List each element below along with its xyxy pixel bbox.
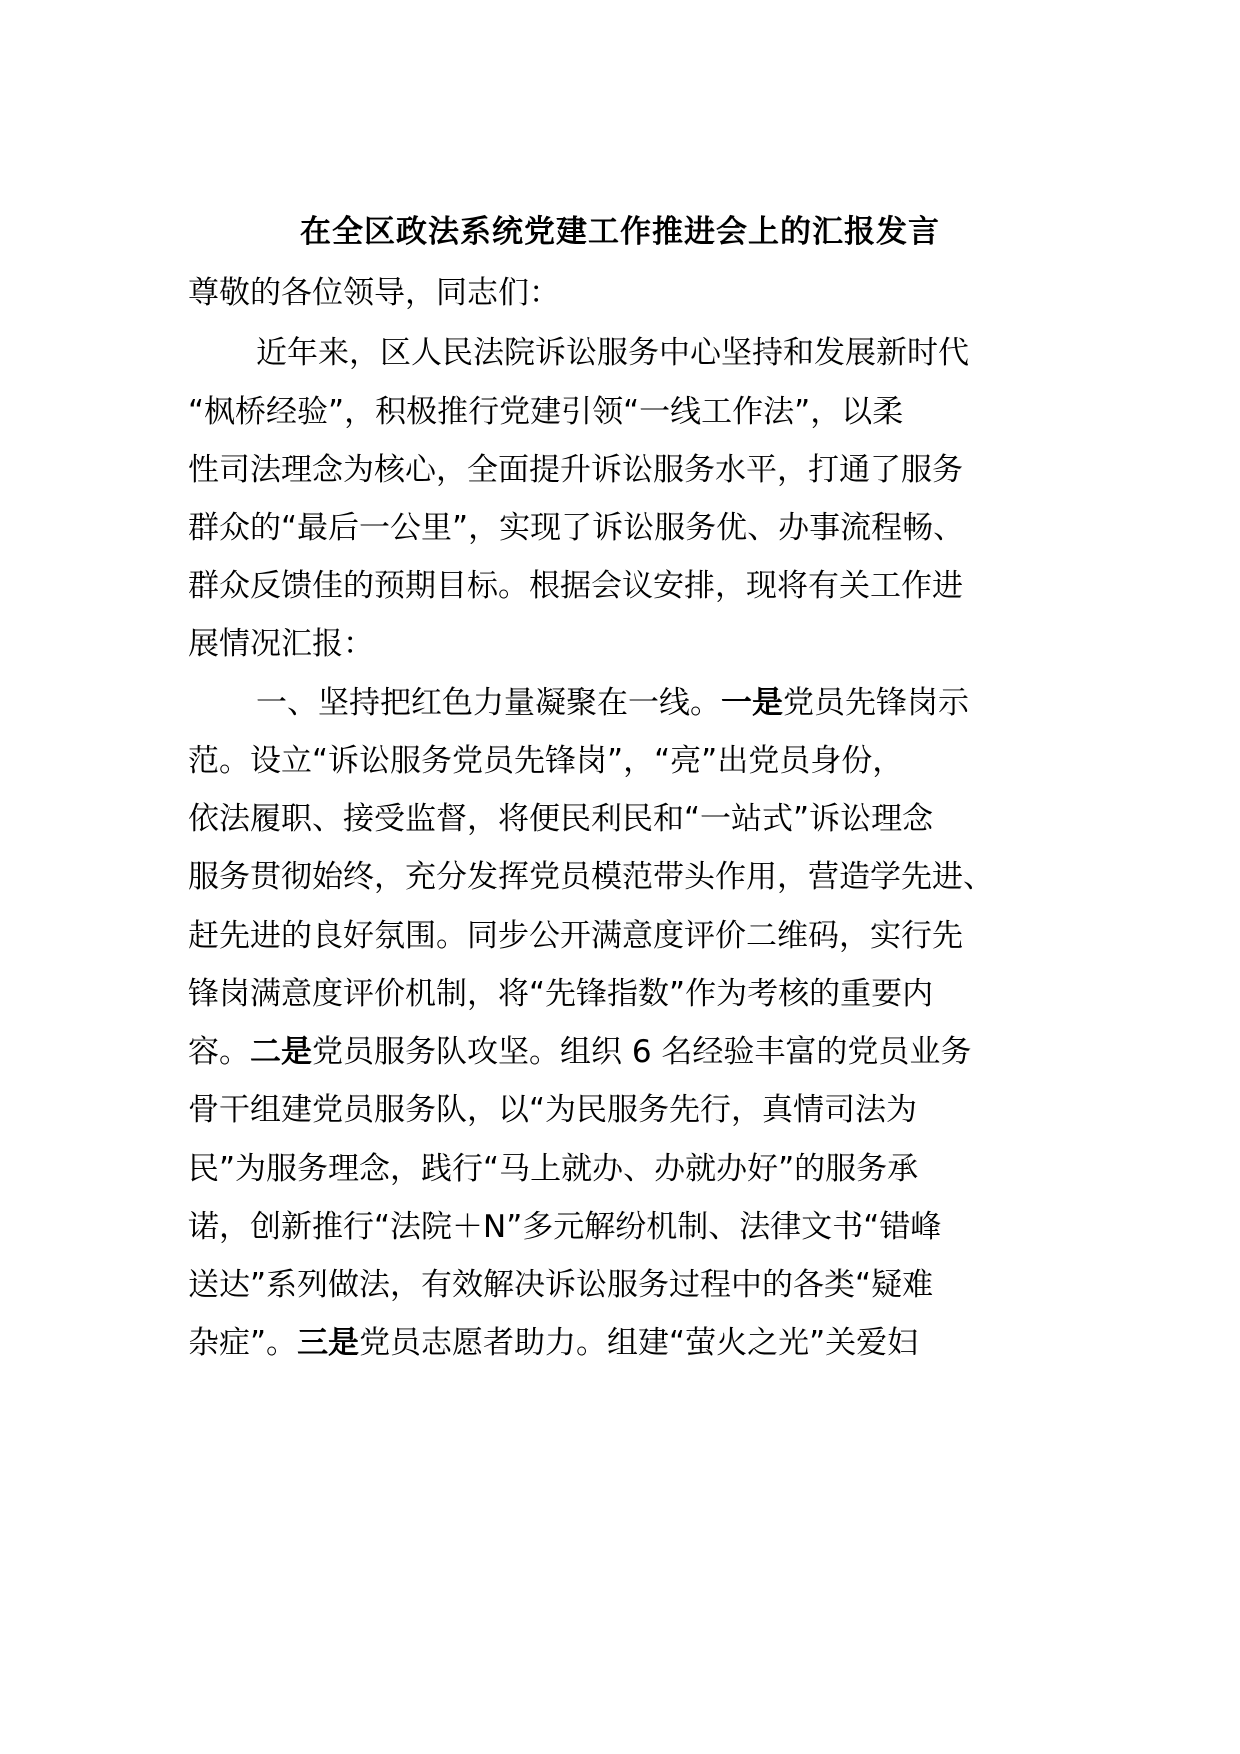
salutation: 尊敬的各位领导，同志们： — [188, 275, 560, 311]
bold-marker: 一是 — [721, 685, 783, 721]
paragraph-line — [256, 683, 969, 723]
paragraph-line: 锋岗满意度评价机制，将“先锋指数”作为考核的重要内 — [188, 976, 934, 1012]
paragraph-line: “枫桥经验”，积极推行党建引领“一线工作法”，以柔 — [188, 394, 904, 430]
paragraph-line — [188, 1032, 971, 1072]
line-text: 党员先锋岗示 — [783, 685, 969, 721]
line-text: 杂症”。 — [188, 1325, 298, 1361]
paragraph-line: 范。设立“诉讼服务党员先锋岗”，“亮”出党员身份， — [188, 743, 904, 779]
paragraph-line — [188, 1323, 918, 1363]
paragraph-line: 群众反馈佳的预期目标。根据会议安排，现将有关工作进 — [188, 568, 963, 604]
paragraph-line: 性司法理念为核心，全面提升诉讼服务水平，打通了服务 — [188, 452, 963, 488]
section-heading: 一、坚持把红色力量凝聚在一线。 — [256, 685, 721, 721]
paragraph-line: 民”为服务理念，践行“马上就办、办就办好”的服务承 — [188, 1151, 919, 1187]
bold-marker: 二是 — [250, 1034, 312, 1070]
bold-marker: 三是 — [297, 1325, 360, 1361]
paragraph-line: 近年来，区人民法院诉讼服务中心坚持和发展新时代 — [256, 335, 969, 371]
paragraph-line: 服务贯彻始终，充分发挥党员模范带头作用，营造学先进、 — [188, 859, 994, 895]
paragraph-line: 送达”系列做法，有效解决诉讼服务过程中的各类“疑难 — [188, 1267, 934, 1303]
paragraph-line: 依法履职、接受监督，将便民利民和“一站式”诉讼理念 — [188, 801, 934, 837]
paragraph-line: 群众的“最后一公里”，实现了诉讼服务优、办事流程畅、 — [188, 510, 965, 546]
paragraph-line: 骨干组建党员服务队，以“为民服务先行，真情司法为 — [188, 1092, 918, 1128]
document-title: 在全区政法系统党建工作推进会上的汇报发言 — [300, 214, 940, 250]
line-text: 容。 — [188, 1034, 250, 1070]
line-text: 党员志愿者助力。组建“萤火之光”关爱妇 — [359, 1325, 919, 1361]
paragraph-line: 诺，创新推行“法院＋N”多元解纷机制、法律文书“错峰 — [188, 1209, 942, 1245]
paragraph-line: 展情况汇报： — [188, 626, 374, 662]
line-text: 党员服务队攻坚。组织 6 名经验丰富的党员业务 — [312, 1034, 972, 1070]
paragraph-line: 赶先进的良好氛围。同步公开满意度评价二维码，实行先 — [188, 918, 963, 954]
